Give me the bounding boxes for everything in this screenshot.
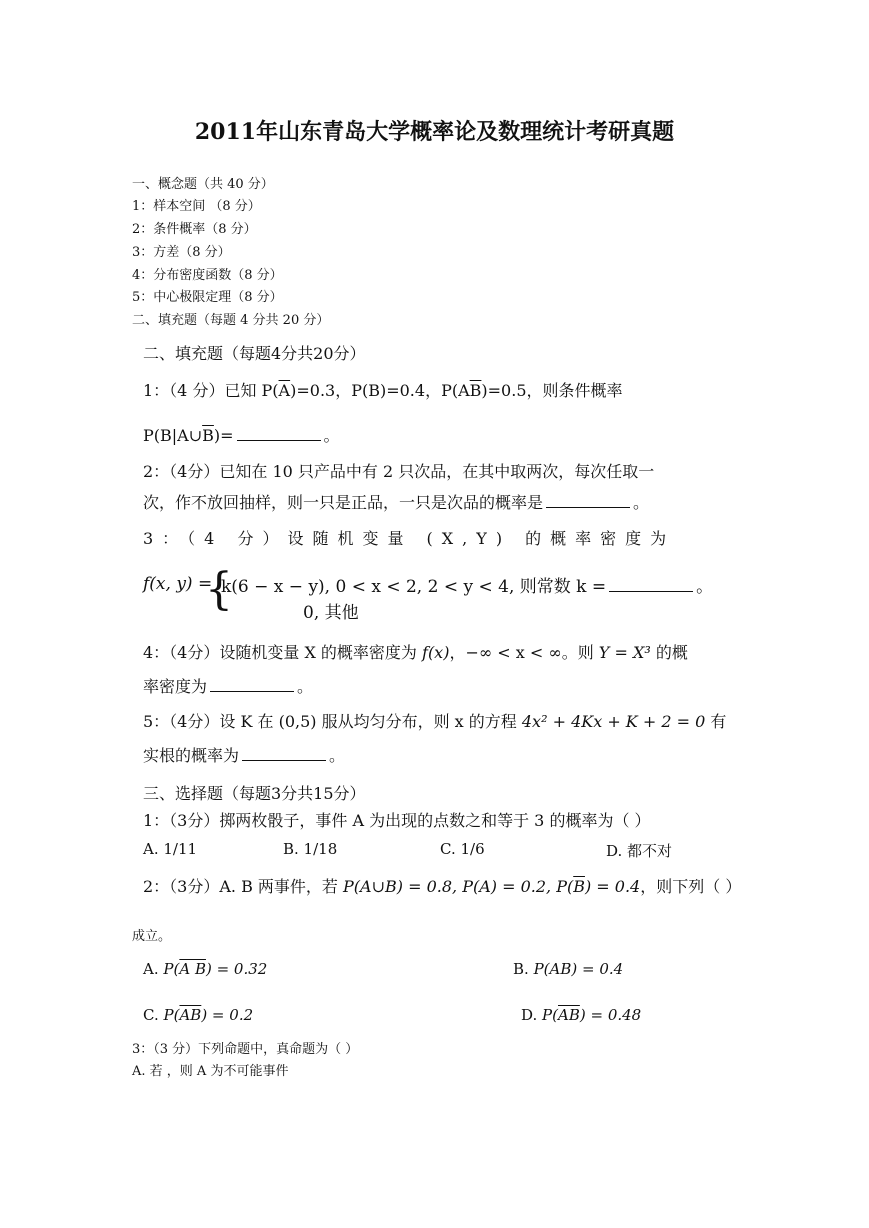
option-expr-a: P( <box>163 1006 180 1024</box>
option-expression: P(AB) = 0.4 <box>533 960 624 978</box>
fill-q5-text-a: 5：（4分）设 K 在 (0,5) 服从均匀分布，则 x 的方程 <box>143 712 522 731</box>
fill-q4-fx: f(x) <box>422 643 450 662</box>
choice-q1-option-d[interactable]: D. 都不对 <box>606 842 673 860</box>
period: 。 <box>323 426 340 445</box>
choice-q2-expr <box>343 877 640 896</box>
option-label: B. <box>513 960 529 978</box>
choice-q2-continued: 成立。 <box>132 929 172 944</box>
fill-q4-text-b: ，−∞ < x < ∞。则 <box>449 643 599 662</box>
fill-q1-text-b: )=0.3，P(B)=0.4，P(A <box>290 381 470 400</box>
page-title: 2011年山东青岛大学概率论及数理统计考研真题 <box>194 119 675 145</box>
choice-q2-bbar: $\overline{B}$ <box>573 877 585 896</box>
fill-q4-text-c: 的概 <box>650 643 688 662</box>
answer-blank[interactable] <box>237 426 321 441</box>
section-2-header-small: 二、填充题（每题 4 分共 20 分） <box>132 313 330 328</box>
fill-q1-text-a: 1：（4 分）已知 P( <box>143 381 279 400</box>
fill-q3-line1: 3：（4 分）设随机变量 (X,Y) 的概率密度为 <box>143 529 676 548</box>
option-expr-bar: $\overline{AB}$ <box>558 1006 580 1024</box>
fill-q1-expr-bar: $\overline{B}$ <box>202 426 214 445</box>
fill-q5-line2 <box>143 745 345 767</box>
option-expression <box>164 1006 254 1024</box>
section-1-header: 一、概念题（共 40 分） <box>132 177 274 192</box>
option-expr-a: P( <box>163 960 180 978</box>
choice-q2-expr-a: P(A∪B) = 0.8, P(A) = 0.2, P( <box>343 877 574 896</box>
fill-q3-case2: 0, 其他 <box>303 603 359 623</box>
concept-item-5: 5：中心极限定理（8 分） <box>132 290 283 305</box>
fill-q4-y: Y = X³ <box>598 643 651 662</box>
choice-q1: 1：（3分）掷两枚骰子，事件 A 为出现的点数之和等于 3 的概率为（ ） <box>143 811 651 830</box>
period: 。 <box>329 746 346 765</box>
choice-q2-option-d[interactable] <box>521 1006 641 1024</box>
choice-q3: 3：（3 分）下列命题中，真命题为（ ） <box>132 1042 359 1057</box>
option-expr-a: P( <box>542 1006 558 1024</box>
fill-q1-line1 <box>143 380 623 402</box>
option-expr-bar: A B <box>179 960 206 978</box>
option-expr-b: ) = 0.2 <box>201 1006 254 1024</box>
fill-q4-text-d: 率密度为 <box>143 677 208 696</box>
choice-q2-text-a: 2：（3分）A. B 两事件，若 <box>143 877 344 896</box>
fill-q4-text-a: 4：（4分）设随机变量 X 的概率密度为 <box>143 643 423 662</box>
choice-q2-expr-b: ) = 0.4 <box>584 877 641 896</box>
fill-q1-bbar: $\overline{B}$ <box>469 381 482 400</box>
fill-q2-line2 <box>143 492 649 514</box>
option-expr-b: ) = 0.32 <box>205 960 268 978</box>
fill-q3-case1-text: k(6 − x − y), 0 < x < 2, 2 < y < 4, 则常数 k = <box>221 577 607 597</box>
answer-blank[interactable] <box>210 677 294 692</box>
fill-q5-text-c: 实根的概率为 <box>143 746 240 765</box>
choice-q2-option-b[interactable] <box>513 960 623 978</box>
fill-q2-line1: 2：（4分）已知在 10 只产品中有 2 只次品，在其中取两次，每次任取一 <box>143 462 655 481</box>
fill-q2-text: 次，作不放回抽样，则一只是正品，一只是次品的概率是 <box>143 493 544 512</box>
fill-q1-abar: $\overline{A}$ <box>278 381 291 400</box>
period: 。 <box>696 577 714 597</box>
option-expr-b: ) = 0.48 <box>579 1006 642 1024</box>
choice-q2-text-b: ，则下列（ ） <box>640 877 742 896</box>
choice-q1-option-b[interactable]: B. 1/18 <box>283 840 338 858</box>
option-expression <box>163 960 267 978</box>
fill-q1-expr-b: )= <box>213 426 234 445</box>
answer-blank[interactable] <box>546 493 630 508</box>
option-label: C. <box>143 1006 159 1024</box>
answer-blank[interactable] <box>609 577 693 592</box>
option-expression <box>542 1006 641 1024</box>
fill-q1-expr-a: P(B|A∪ <box>143 426 203 445</box>
fill-q1-line2 <box>143 425 340 447</box>
period: 。 <box>633 493 650 512</box>
choice-q2 <box>143 876 741 898</box>
brace-icon: { <box>205 564 233 615</box>
fill-q1-text-c: )=0.5，则条件概率 <box>481 381 623 400</box>
choice-q1-option-a[interactable]: A. 1/11 <box>143 840 198 858</box>
choice-q1-option-c[interactable]: C. 1/6 <box>440 840 485 858</box>
fill-q3-f: f(x, y) = <box>143 574 213 594</box>
concept-item-1: 1：样本空间 （8 分） <box>132 199 261 214</box>
fill-q4-line1 <box>143 642 688 664</box>
choice-q3-option-a[interactable]: A. 若 ，则 A 为不可能事件 <box>132 1064 289 1079</box>
fill-q4-line2 <box>143 676 313 698</box>
fill-q5-line1 <box>143 711 726 733</box>
option-label: A. <box>143 960 159 978</box>
option-expr-bar: $\overline{AB}$ <box>179 1006 202 1024</box>
section-2-header: 二、填充题（每题4分共20分） <box>143 344 366 363</box>
concept-item-2: 2：条件概率（8 分） <box>132 222 257 237</box>
concept-item-3: 3：方差（8 分） <box>132 245 231 260</box>
section-3-header: 三、选择题（每题3分共15分） <box>143 784 366 803</box>
choice-q2-option-c[interactable] <box>143 1006 253 1024</box>
concept-item-4: 4：分布密度函数（8 分） <box>132 268 283 283</box>
fill-q5-equation: 4x² + 4Kx + K + 2 = 0 <box>521 712 706 731</box>
fill-q5-text-b: 有 <box>705 712 727 731</box>
choice-q2-option-a[interactable] <box>143 960 267 978</box>
period: 。 <box>297 677 314 696</box>
fill-q3-case1 <box>221 572 713 597</box>
answer-blank[interactable] <box>242 746 326 761</box>
option-label: D. <box>521 1006 538 1024</box>
